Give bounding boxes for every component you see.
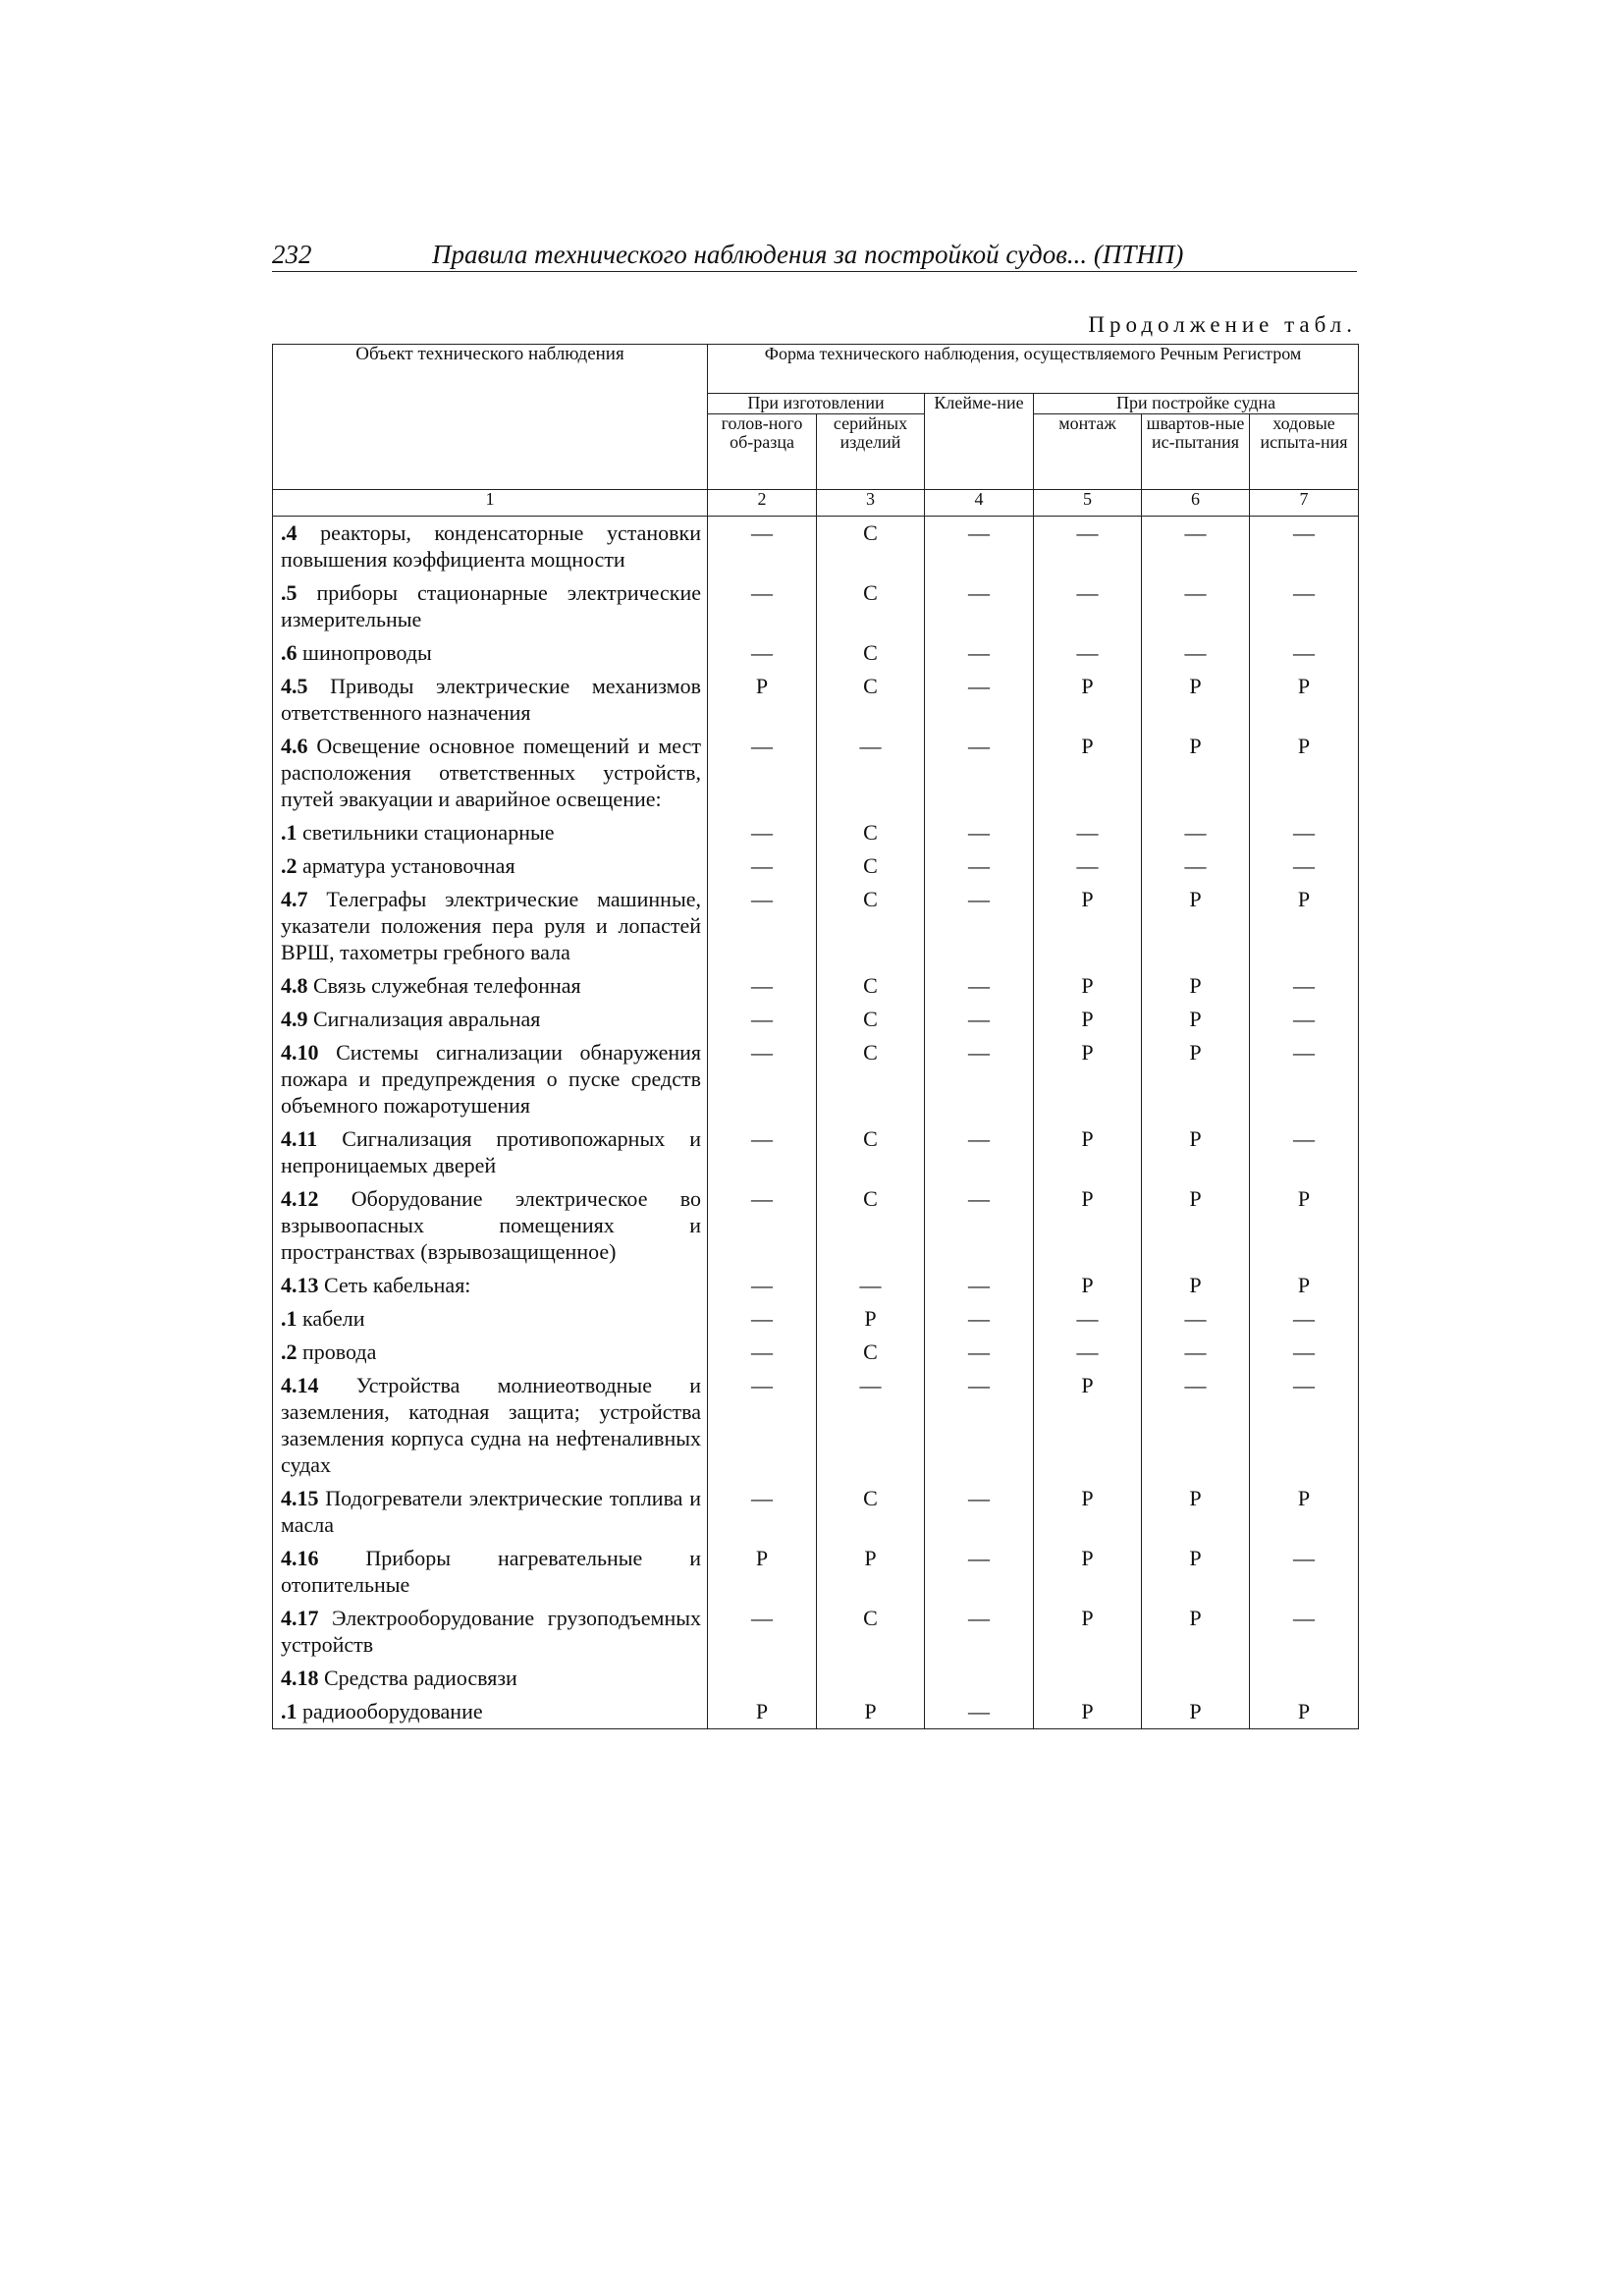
value-cell: Р xyxy=(1142,1269,1250,1302)
value-cell: — xyxy=(1250,1336,1359,1369)
table-row xyxy=(273,1269,1359,1302)
object-cell xyxy=(273,816,708,849)
value-cell: — xyxy=(925,969,1034,1003)
column-header-stamp: Клейме-ние xyxy=(925,394,1034,490)
value-cell: Р xyxy=(1142,1695,1250,1729)
item-number: 4.11 xyxy=(281,1126,318,1151)
item-text: Связь служебная телефонная xyxy=(307,973,581,998)
object-cell xyxy=(273,576,708,636)
value-cell: — xyxy=(708,816,817,849)
table-row xyxy=(273,1036,1359,1122)
value-cell: Р xyxy=(708,1695,817,1729)
item-number: 4.18 xyxy=(281,1666,319,1690)
column-number: 4 xyxy=(925,490,1034,517)
table-row xyxy=(273,636,1359,670)
value-cell: — xyxy=(925,1302,1034,1336)
value-cell: С xyxy=(817,883,925,969)
item-text: радиооборудование xyxy=(297,1699,483,1723)
item-number: 4.8 xyxy=(281,973,308,998)
value-cell: — xyxy=(925,517,1034,577)
column-number: 5 xyxy=(1034,490,1142,517)
value-cell: Р xyxy=(1142,1542,1250,1602)
value-cell: — xyxy=(925,1003,1034,1036)
item-number: 4.5 xyxy=(281,674,308,698)
value-cell: — xyxy=(708,1182,817,1269)
value-cell: Р xyxy=(1034,1602,1142,1662)
value-cell: Р xyxy=(1034,1269,1142,1302)
table-row xyxy=(273,1602,1359,1662)
item-text: кабели xyxy=(297,1306,365,1331)
value-cell: — xyxy=(1250,517,1359,577)
column-group-manufacture: При изготовлении xyxy=(708,394,925,414)
value-cell: Р xyxy=(817,1542,925,1602)
object-cell xyxy=(273,636,708,670)
value-cell: — xyxy=(1142,1336,1250,1369)
value-cell: С xyxy=(817,1003,925,1036)
value-cell: — xyxy=(925,636,1034,670)
value-cell: — xyxy=(1034,636,1142,670)
value-cell: — xyxy=(1142,576,1250,636)
value-cell: — xyxy=(925,1269,1034,1302)
value-cell: Р xyxy=(1034,730,1142,816)
item-text: Средства радиосвязи xyxy=(318,1666,517,1690)
item-text: Приборы нагревательные и отопительные xyxy=(281,1546,701,1597)
item-text: Сеть кабельная: xyxy=(318,1273,471,1297)
value-cell: Р xyxy=(1142,1003,1250,1036)
value-cell: Р xyxy=(1034,969,1142,1003)
value-cell: С xyxy=(817,636,925,670)
item-text: Системы сигнализации обнаружения пожара и предупреждения о пуске средств объемного пожаротушения xyxy=(281,1040,701,1118)
value-cell: Р xyxy=(1250,1182,1359,1269)
value-cell: С xyxy=(817,1036,925,1122)
column-number: 7 xyxy=(1250,490,1359,517)
value-cell: — xyxy=(817,730,925,816)
value-cell: Р xyxy=(1142,1482,1250,1542)
item-number: 4.9 xyxy=(281,1007,308,1031)
value-cell: — xyxy=(1250,576,1359,636)
table-row xyxy=(273,670,1359,730)
table-row xyxy=(273,816,1359,849)
value-cell: Р xyxy=(1034,1036,1142,1122)
column-header-installation: монтаж xyxy=(1034,414,1142,490)
item-text: Электрооборудование грузоподъемных устройств xyxy=(281,1606,701,1657)
item-number: 4.10 xyxy=(281,1040,319,1065)
item-number: 4.14 xyxy=(281,1373,319,1397)
table-row xyxy=(273,1182,1359,1269)
value-cell: С xyxy=(817,849,925,883)
value-cell: Р xyxy=(1034,1542,1142,1602)
item-text: Сигнализация авральная xyxy=(307,1007,541,1031)
value-cell: — xyxy=(1034,517,1142,577)
value-cell: — xyxy=(1142,517,1250,577)
value-cell: С xyxy=(817,1182,925,1269)
value-cell: Р xyxy=(1142,1036,1250,1122)
value-cell: — xyxy=(925,1482,1034,1542)
table-row xyxy=(273,576,1359,636)
value-cell xyxy=(1250,1662,1359,1695)
column-header-sea-trials: ходовые испыта-ния xyxy=(1250,414,1359,490)
value-cell: Р xyxy=(1034,1695,1142,1729)
value-cell: — xyxy=(708,1036,817,1122)
value-cell: Р xyxy=(1034,1122,1142,1182)
value-cell: Р xyxy=(1034,1182,1142,1269)
value-cell: С xyxy=(817,576,925,636)
column-numbers-row xyxy=(273,490,1359,517)
object-cell xyxy=(273,670,708,730)
table-row xyxy=(273,1369,1359,1482)
item-text: Приводы электрические механизмов ответственного назначения xyxy=(281,674,701,725)
value-cell: — xyxy=(708,517,817,577)
object-cell xyxy=(273,883,708,969)
item-text: реакторы, конденсаторные установки повышения коэффициента мощности xyxy=(281,520,701,572)
object-cell xyxy=(273,1036,708,1122)
value-cell: — xyxy=(1250,636,1359,670)
item-text: арматура установочная xyxy=(297,853,515,878)
value-cell: — xyxy=(925,1336,1034,1369)
object-cell xyxy=(273,1542,708,1602)
table-row xyxy=(273,1003,1359,1036)
column-number: 2 xyxy=(708,490,817,517)
value-cell: Р xyxy=(1250,1695,1359,1729)
table-row xyxy=(273,730,1359,816)
item-text: приборы стационарные электрические измерительные xyxy=(281,580,701,631)
object-cell xyxy=(273,1336,708,1369)
value-cell: С xyxy=(817,517,925,577)
value-cell: Р xyxy=(1034,1482,1142,1542)
value-cell xyxy=(817,1662,925,1695)
item-number: 4.7 xyxy=(281,887,308,911)
item-number: .2 xyxy=(281,1339,298,1364)
object-cell xyxy=(273,1122,708,1182)
value-cell: — xyxy=(1034,849,1142,883)
table-row xyxy=(273,1122,1359,1182)
value-cell xyxy=(1034,1662,1142,1695)
object-cell xyxy=(273,1662,708,1695)
value-cell: — xyxy=(708,969,817,1003)
value-cell: Р xyxy=(817,1695,925,1729)
item-text: Освещение основное помещений и мест расположения ответственных устройств, путей эвакуации и аварийное освещение: xyxy=(281,734,701,811)
value-cell: — xyxy=(925,1182,1034,1269)
value-cell: Р xyxy=(1034,883,1142,969)
item-number: .6 xyxy=(281,640,298,665)
object-cell xyxy=(273,849,708,883)
object-cell xyxy=(273,1269,708,1302)
value-cell: Р xyxy=(1034,1369,1142,1482)
value-cell: — xyxy=(708,1003,817,1036)
value-cell: — xyxy=(925,1602,1034,1662)
column-number: 6 xyxy=(1142,490,1250,517)
item-text: провода xyxy=(297,1339,377,1364)
value-cell: С xyxy=(817,816,925,849)
value-cell: Р xyxy=(1250,670,1359,730)
running-title: Правила технического наблюдения за постройкой судов... (ПТНП) xyxy=(432,240,1184,269)
value-cell: С xyxy=(817,1482,925,1542)
value-cell: — xyxy=(708,576,817,636)
object-cell xyxy=(273,1482,708,1542)
value-cell: — xyxy=(1250,849,1359,883)
value-cell: Р xyxy=(708,1542,817,1602)
value-cell: Р xyxy=(708,670,817,730)
page-number: 232 xyxy=(272,240,312,269)
value-cell: — xyxy=(1034,816,1142,849)
value-cell: — xyxy=(1142,636,1250,670)
value-cell: — xyxy=(708,636,817,670)
value-cell: — xyxy=(925,576,1034,636)
item-number: 4.16 xyxy=(281,1546,319,1570)
object-cell xyxy=(273,969,708,1003)
value-cell: — xyxy=(925,1542,1034,1602)
value-cell: — xyxy=(925,730,1034,816)
value-cell: — xyxy=(1250,1036,1359,1122)
value-cell: Р xyxy=(1034,670,1142,730)
value-cell: Р xyxy=(1034,1003,1142,1036)
value-cell: — xyxy=(1034,576,1142,636)
value-cell: С xyxy=(817,1602,925,1662)
table-row xyxy=(273,1542,1359,1602)
value-cell: — xyxy=(1034,1302,1142,1336)
item-number: 4.17 xyxy=(281,1606,319,1630)
object-cell xyxy=(273,730,708,816)
table-row xyxy=(273,969,1359,1003)
object-cell xyxy=(273,1302,708,1336)
table-row xyxy=(273,1695,1359,1729)
value-cell: Р xyxy=(1250,1269,1359,1302)
value-cell: Р xyxy=(1142,969,1250,1003)
value-cell: — xyxy=(1250,969,1359,1003)
value-cell: — xyxy=(1142,1302,1250,1336)
table-row xyxy=(273,517,1359,577)
object-cell xyxy=(273,1182,708,1269)
value-cell: Р xyxy=(1250,883,1359,969)
value-cell xyxy=(925,1662,1034,1695)
item-number: .1 xyxy=(281,1306,298,1331)
item-number: .1 xyxy=(281,820,298,845)
value-cell: С xyxy=(817,1336,925,1369)
value-cell: — xyxy=(817,1369,925,1482)
table-row xyxy=(273,849,1359,883)
value-cell: — xyxy=(1250,1602,1359,1662)
value-cell: — xyxy=(708,1302,817,1336)
column-header-prototype: голов-ного об-разца xyxy=(708,414,817,490)
object-cell xyxy=(273,1003,708,1036)
value-cell: С xyxy=(817,670,925,730)
value-cell: — xyxy=(708,849,817,883)
value-cell: Р xyxy=(1250,730,1359,816)
item-number: .4 xyxy=(281,520,298,545)
value-cell: Р xyxy=(817,1302,925,1336)
table-continuation-label: Продолжение табл. xyxy=(1088,312,1357,337)
item-text: светильники стационарные xyxy=(297,820,555,845)
column-number: 1 xyxy=(273,490,708,517)
supervision-table xyxy=(272,344,1359,1729)
value-cell: — xyxy=(708,1269,817,1302)
value-cell: — xyxy=(925,883,1034,969)
item-number: .5 xyxy=(281,580,298,605)
value-cell: — xyxy=(708,883,817,969)
value-cell: — xyxy=(1250,1302,1359,1336)
item-text: Подогреватели электрические топлива и масла xyxy=(281,1486,701,1537)
item-number: .1 xyxy=(281,1699,298,1723)
value-cell: Р xyxy=(1142,670,1250,730)
value-cell: — xyxy=(708,1369,817,1482)
value-cell: С xyxy=(817,969,925,1003)
value-cell xyxy=(1142,1662,1250,1695)
column-header-serial: серийных изделий xyxy=(817,414,925,490)
item-text: шинопроводы xyxy=(297,640,432,665)
table-row xyxy=(273,1662,1359,1695)
value-cell: — xyxy=(925,816,1034,849)
item-number: 4.6 xyxy=(281,734,308,758)
value-cell: — xyxy=(708,1482,817,1542)
item-number: 4.12 xyxy=(281,1186,319,1211)
value-cell: Р xyxy=(1142,883,1250,969)
value-cell: — xyxy=(1250,1003,1359,1036)
value-cell xyxy=(708,1662,817,1695)
value-cell: — xyxy=(1142,816,1250,849)
item-text: Сигнализация противопожарных и непроницаемых дверей xyxy=(281,1126,701,1177)
value-cell: — xyxy=(817,1269,925,1302)
column-group-form: Форма технического наблюдения, осуществляемого Речным Регистром xyxy=(708,345,1359,394)
object-cell xyxy=(273,1602,708,1662)
value-cell: Р xyxy=(1142,1182,1250,1269)
value-cell: Р xyxy=(1142,730,1250,816)
table-row xyxy=(273,883,1359,969)
value-cell: Р xyxy=(1250,1482,1359,1542)
value-cell: — xyxy=(1034,1336,1142,1369)
value-cell: — xyxy=(1142,849,1250,883)
value-cell: — xyxy=(1142,1369,1250,1482)
value-cell: — xyxy=(708,1602,817,1662)
value-cell: С xyxy=(817,1122,925,1182)
value-cell: — xyxy=(925,1122,1034,1182)
item-number: .2 xyxy=(281,853,298,878)
value-cell: — xyxy=(925,1369,1034,1482)
item-text: Оборудование электрическое во взрывоопасных помещениях и пространствах (взрывозащищенное) xyxy=(281,1186,701,1264)
value-cell: — xyxy=(708,1122,817,1182)
column-group-construction: При постройке судна xyxy=(1034,394,1359,414)
value-cell: — xyxy=(708,730,817,816)
value-cell: Р xyxy=(1142,1122,1250,1182)
table-row xyxy=(273,1482,1359,1542)
object-cell xyxy=(273,517,708,577)
value-cell: Р xyxy=(1142,1602,1250,1662)
value-cell: — xyxy=(925,670,1034,730)
column-header-object: Объект технического наблюдения xyxy=(273,345,708,490)
item-text: Телеграфы электрические машинные, указатели положения пера руля и лопастей ВРШ, тахометры гребного вала xyxy=(281,887,701,964)
item-text: Устройства молниеотводные и заземления, катодная защита; устройства заземления корпуса судна на нефтеналивных судах xyxy=(281,1373,701,1477)
item-number: 4.13 xyxy=(281,1273,319,1297)
value-cell: — xyxy=(1250,816,1359,849)
value-cell: — xyxy=(925,1695,1034,1729)
value-cell: — xyxy=(925,1036,1034,1122)
page-header xyxy=(272,240,1357,272)
table-row xyxy=(273,1336,1359,1369)
value-cell: — xyxy=(1250,1122,1359,1182)
value-cell: — xyxy=(708,1336,817,1369)
table-row xyxy=(273,1302,1359,1336)
column-number: 3 xyxy=(817,490,925,517)
column-header-mooring: швартов-ные ис-пытания xyxy=(1142,414,1250,490)
value-cell: — xyxy=(925,849,1034,883)
item-number: 4.15 xyxy=(281,1486,319,1510)
value-cell: — xyxy=(1250,1369,1359,1482)
value-cell: — xyxy=(1250,1542,1359,1602)
object-cell xyxy=(273,1695,708,1729)
object-cell xyxy=(273,1369,708,1482)
